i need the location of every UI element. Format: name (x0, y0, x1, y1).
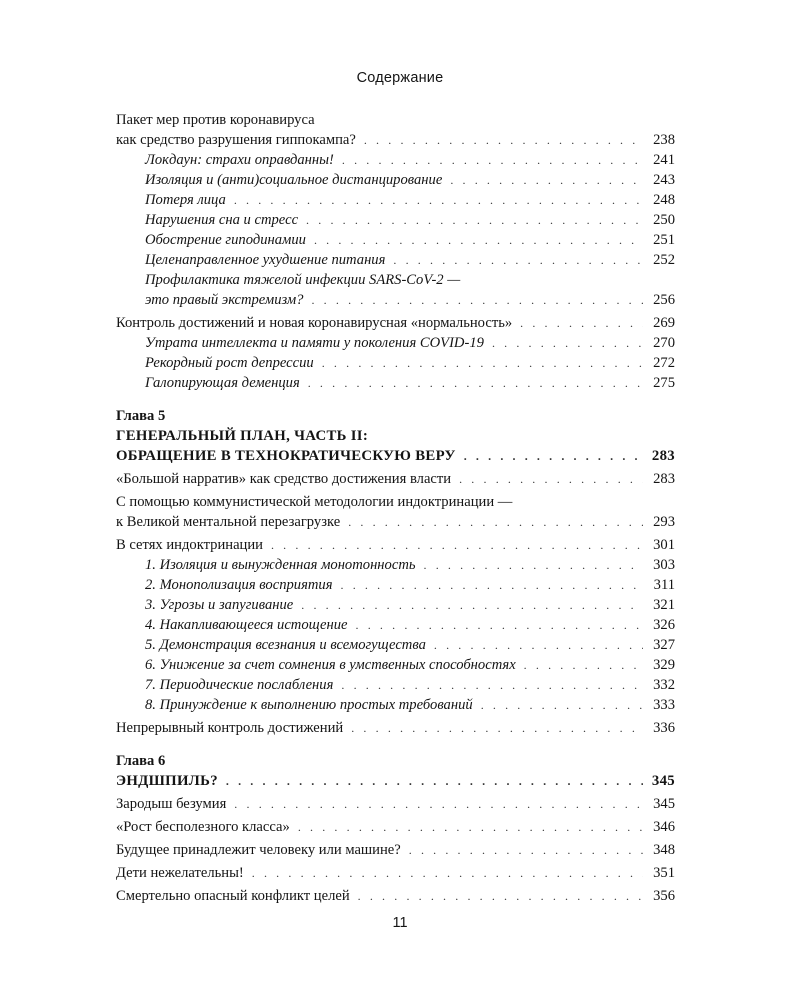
toc-subentry[interactable] (116, 615, 675, 635)
toc-entry[interactable] (116, 718, 675, 738)
leader-dots (341, 675, 643, 695)
toc-subentry[interactable] (116, 230, 675, 250)
toc-entry-text: Непрерывный контроль достижений (116, 720, 344, 736)
toc-entry-text: 4. Накапливающееся истощение (145, 617, 348, 633)
toc-page-number: 272 (653, 355, 675, 371)
toc-page-number: 269 (653, 315, 675, 331)
toc-page-number: 251 (653, 232, 675, 248)
toc-page-number: 311 (653, 577, 675, 593)
leader-dots (306, 210, 643, 230)
leader-dots (226, 771, 643, 791)
leader-dots (348, 512, 643, 532)
leader-dots (271, 535, 643, 555)
toc-subentry[interactable] (116, 595, 675, 615)
toc-entry[interactable] (116, 794, 675, 814)
toc-entry-text: Зародыш безумия (116, 796, 227, 812)
toc-subentry[interactable] (116, 695, 675, 715)
leader-dots (524, 655, 643, 675)
leader-dots (356, 615, 643, 635)
toc-subentry[interactable] (116, 190, 675, 210)
toc-page-number: 256 (653, 292, 675, 308)
leader-dots (252, 863, 643, 883)
toc-entry-text: «Большой нарратив» как средство достижения власти (116, 471, 452, 487)
toc-page-number: 321 (653, 597, 675, 613)
toc-entry[interactable] (116, 535, 675, 555)
toc-page-number: 243 (653, 172, 675, 188)
toc-entry-text: Локдаун: страхи оправданны! (145, 152, 334, 168)
toc-page-number: 345 (653, 796, 675, 812)
toc-entry-text: Галопирующая деменция (145, 375, 300, 391)
toc-entry-text: 6. Унижение за счет сомнения в умственных способностях (145, 657, 516, 673)
toc-subentry[interactable] (116, 655, 675, 675)
leader-dots (358, 886, 643, 906)
toc-entry[interactable] (116, 840, 675, 860)
leader-dots (364, 130, 643, 150)
toc-entry[interactable] (116, 886, 675, 906)
toc-entry-text: 5. Демонстрация всезнания и всемогущества (145, 637, 426, 653)
toc-page-number: 252 (653, 252, 675, 268)
leader-dots (311, 290, 643, 310)
toc-subentry[interactable] (116, 575, 675, 595)
leader-dots (520, 313, 643, 333)
toc-section-chapter6 (116, 794, 675, 906)
leader-dots (301, 595, 643, 615)
toc-page-number: 241 (653, 152, 675, 168)
toc-entry[interactable] (116, 492, 675, 532)
toc-page-number: 356 (653, 888, 675, 904)
leader-dots (424, 555, 644, 575)
toc-page-number: 326 (653, 617, 675, 633)
toc-entry-text: Обострение гиподинамии (145, 232, 306, 248)
toc-entry-text: 1. Изоляция и вынужденная монотонность (145, 557, 416, 573)
toc-page-number: 329 (653, 657, 675, 673)
toc-page-number: 333 (653, 697, 675, 713)
leader-dots (459, 469, 643, 489)
toc-entry-text: как средство разрушения гиппокампа? (116, 132, 356, 148)
toc-entry-text: Пакет мер против коронавируса (116, 112, 315, 128)
toc-entry-text: Нарушения сна и стресс (145, 212, 299, 228)
toc-entry-text: Смертельно опасный конфликт целей (116, 888, 350, 904)
chapter-6-label: Глава 6 (116, 753, 166, 769)
leader-dots (351, 718, 643, 738)
leader-dots (308, 373, 643, 393)
leader-dots (322, 353, 643, 373)
toc-entry[interactable] (116, 469, 675, 489)
leader-dots (481, 695, 643, 715)
toc-entry[interactable] (116, 110, 675, 150)
toc-entry-text: Целенаправленное ухудшение питания (145, 252, 386, 268)
toc-entry-text: Утрата интеллекта и памяти у поколения COVID-19 (145, 335, 484, 351)
toc-subentry[interactable] (116, 373, 675, 393)
page-header: Содержание (356, 70, 444, 86)
toc-page-number: 336 (653, 720, 675, 736)
chapter-5-title-line2-entry[interactable] (116, 446, 675, 466)
leader-dots (409, 840, 643, 860)
leader-dots (314, 230, 643, 250)
toc-page-number: 270 (653, 335, 675, 351)
toc-entry-text: Рекордный рост депрессии (145, 355, 314, 371)
chapter-5-title-line2: ОБРАЩЕНИЕ В ТЕХНОКРАТИЧЕСКУЮ ВЕРУ (116, 448, 456, 464)
toc-entry-text: Потеря лица (145, 192, 226, 208)
chapter-6-title-entry[interactable] (116, 771, 675, 791)
toc-page-number: 238 (653, 132, 675, 148)
toc-page-number: 327 (653, 637, 675, 653)
leader-dots (234, 794, 643, 814)
chapter-6-page: 345 (651, 773, 675, 789)
toc-page-number: 275 (653, 375, 675, 391)
leader-dots (341, 575, 644, 595)
toc-section-chapter5 (116, 469, 675, 738)
toc-entry[interactable] (116, 863, 675, 883)
toc-subentry[interactable] (116, 555, 675, 575)
toc-page-number: 351 (653, 865, 675, 881)
toc-page-number: 250 (653, 212, 675, 228)
toc-section-chapter4-tail (116, 110, 675, 393)
page-number: 11 (392, 915, 408, 931)
leader-dots (464, 446, 643, 466)
toc-entry[interactable] (116, 817, 675, 837)
toc-subentry[interactable] (116, 270, 675, 310)
chapter-5-page: 283 (651, 448, 675, 464)
leader-dots (393, 250, 643, 270)
leader-dots (492, 333, 643, 353)
toc-subentry[interactable] (116, 675, 675, 695)
toc-entry-text: 8. Принуждение к выполнению простых требований (145, 697, 473, 713)
toc-subentry[interactable] (116, 353, 675, 373)
toc-subentry[interactable] (116, 333, 675, 353)
toc-entry-text: Изоляция и (анти)социальное дистанцирование (145, 172, 443, 188)
toc-subentry[interactable] (116, 210, 675, 230)
toc-subentry[interactable] (116, 250, 675, 270)
toc-entry-text: 2. Монополизация восприятия (145, 577, 333, 593)
toc-entry-text: В сетях индоктринации (116, 537, 263, 553)
toc-page-number: 332 (653, 677, 675, 693)
leader-dots (342, 150, 643, 170)
toc-entry-text: к Великой ментальной перезагрузке (116, 514, 341, 530)
toc-entry-text: Дети нежелательны! (116, 865, 244, 881)
toc-page-number: 301 (653, 537, 675, 553)
toc-page-number: 346 (653, 819, 675, 835)
leader-dots (434, 635, 643, 655)
toc-entry-text: 7. Периодические послабления (145, 677, 334, 693)
toc-page-number: 283 (653, 471, 675, 487)
toc-page-number: 293 (653, 514, 675, 530)
chapter-5-label: Глава 5 (116, 408, 166, 424)
leader-dots (234, 190, 643, 210)
toc-entry-text: «Рост бесполезного класса» (116, 819, 290, 835)
toc-entry-text: Будущее принадлежит человеку или машине? (116, 842, 401, 858)
toc-page-number: 303 (653, 557, 675, 573)
toc-entry-text: Профилактика тяжелой инфекции SARS-CoV-2 — (145, 272, 461, 288)
toc-page-number: 348 (653, 842, 675, 858)
leader-dots (298, 817, 643, 837)
toc-entry-text: это правый экстремизм? (145, 292, 304, 308)
toc-entry-text: С помощью коммунистической методологии индоктринации — (116, 494, 513, 510)
toc-page-number: 248 (653, 192, 675, 208)
leader-dots (450, 170, 643, 190)
toc-entry[interactable] (116, 313, 675, 333)
toc-entry-text: 3. Угрозы и запугивание (145, 597, 294, 613)
chapter-6-title: ЭНДШПИЛЬ? (116, 773, 218, 789)
toc-subentry[interactable] (116, 150, 675, 170)
toc-subentry[interactable] (116, 635, 675, 655)
table-of-contents (116, 110, 675, 906)
toc-entry-text: Контроль достижений и новая коронавирусная «нормальность» (116, 315, 513, 331)
chapter-5-title-line1: ГЕНЕРАЛЬНЫЙ ПЛАН, ЧАСТЬ II: (116, 428, 369, 444)
toc-subentry[interactable] (116, 170, 675, 190)
